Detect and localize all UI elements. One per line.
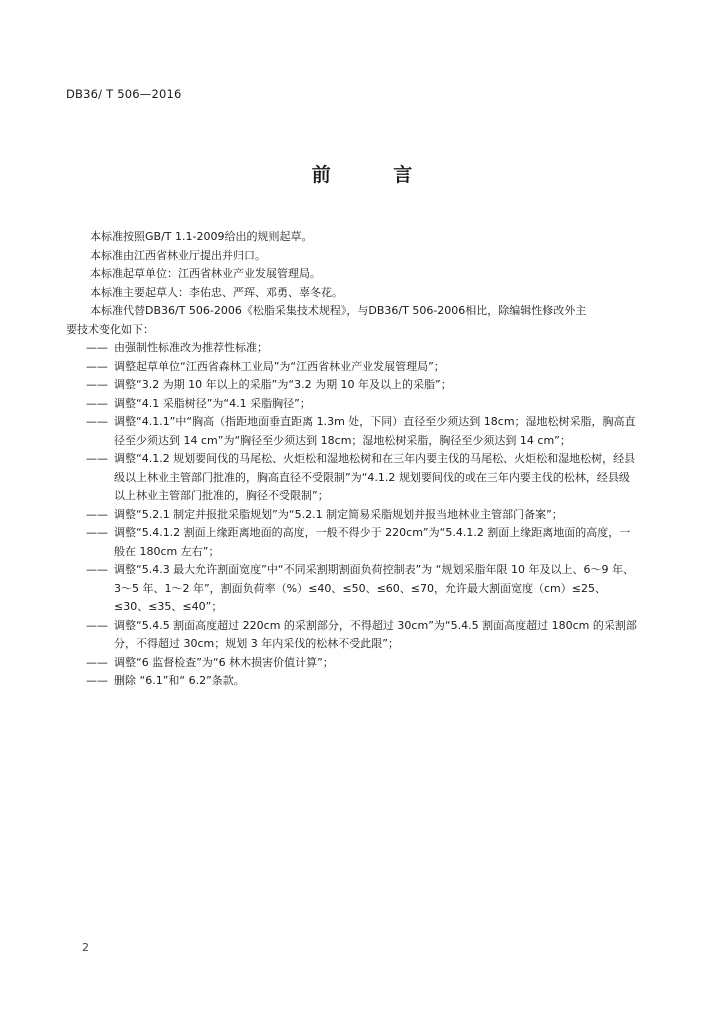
dash-marker: —— [86, 507, 108, 521]
change-item [86, 524, 640, 561]
change-item [86, 654, 640, 673]
change-item [86, 395, 640, 414]
change-text: 调整“5.2.1 制定并报批采脂规划”为“5.2.1 制定简易采脂规划并报当地林业主管部门备案”； [114, 507, 563, 521]
page-title: 前 言 [311, 164, 441, 186]
dash-marker: —— [86, 341, 108, 354]
change-item [86, 413, 640, 450]
dash-marker: —— [86, 674, 108, 687]
dash-marker: —— [86, 452, 108, 465]
dash-marker: —— [86, 415, 108, 428]
change-item [86, 617, 640, 654]
change-text: 调整起草单位“江西省森林工业局”为“江西省林业产业发展管理局”； [114, 359, 445, 373]
change-item [86, 561, 640, 617]
dash-marker: —— [86, 378, 108, 391]
intro-line-4: 本标准主要起草人：李佑忠、严珲、邓勇、辜冬花。 [90, 285, 343, 299]
document-code: DB36/ T 506—2016 [66, 87, 182, 101]
change-text: 删除 “6.1”和“ 6.2”条款。 [114, 674, 245, 687]
change-item [86, 506, 640, 525]
dash-marker: —— [86, 563, 108, 576]
change-text: 调整“6 监督检查”为“6 林木损害价值计算”； [114, 655, 334, 669]
dash-marker: —— [86, 359, 108, 373]
dash-marker: —— [86, 526, 108, 539]
intro-line-3: 本标准起草单位：江西省林业产业发展管理局。 [90, 267, 321, 280]
change-item [86, 339, 640, 358]
replace-statement-line-2: 要技术变化如下： [66, 322, 154, 336]
change-text: 由强制性标准改为推荐性标准； [114, 341, 268, 354]
change-text: 调整“5.4.1.2 割面上缘距离地面的高度，一般不得少于 220cm”为“5.4.1.2 割面上缘距离地面的高度，一般在 180cm 左右”； [114, 526, 631, 558]
change-text: 调整“4.1.1”中“胸高（指距地面垂直距离 1.3m 处，下同）直径至少须达到 18cm；湿地松树采脂，胸高直径至少须达到 14 cm”为“胸径至少须达到 18cm；湿地松树采脂，胸径至少须达到 14 cm”； [114, 415, 636, 447]
change-item [86, 672, 640, 691]
change-item [86, 358, 640, 377]
change-text: 调整“5.4.5 割面高度超过 220cm 的采割部分，不得超过 30cm”为“5.4.5 割面高度超过 180cm 的采割部分，不得超过 30cm；规划 3 年内采伐的松林不受此限”； [114, 618, 637, 650]
change-text: 调整“4.1 采脂树径”为“4.1 采脂胸径”； [114, 396, 311, 410]
change-text: 调整“3.2 为期 10 年以上的采脂”为“3.2 为期 10 年及以上的采脂”； [114, 378, 452, 391]
change-text: 调整“5.4.3 最大允许割面宽度”中“不同采割期割面负荷控制表”为 “规划采脂年限 10 年及以上、6～9 年、3～5 年、1～2 年”，割面负荷率（%）≤40、≤50、≤60、≤70，允许最大割面宽度（cm）≤25、≤30、≤35、≤40”； [114, 563, 634, 613]
page-number: 2 [82, 941, 89, 954]
dash-marker: —— [86, 618, 108, 632]
change-text: 调整“4.1.2 规划要间伐的马尾松、火炬松和湿地松树和在三年内要主伐的马尾松、火炬松和湿地松树，经县级以上林业主管部门批准的，胸高直径不受限制”为“4.1.2 规划要间伐的或在三年内要主伐的松林，经县级以上林业主管部门批准的，胸径不受限制”； [114, 452, 636, 502]
intro-line-1: 本标准按照GB/T 1.1-2009给出的规则起草。 [90, 230, 313, 243]
dash-marker: —— [86, 396, 108, 410]
replace-statement-line-1: 本标准代替DB36/T 506-2006《松脂采集技术规程》，与DB36/T 506-2006相比，除编辑性修改外主 [90, 304, 587, 317]
change-item [86, 450, 640, 506]
change-item [86, 376, 640, 395]
foreword-body [66, 228, 640, 691]
intro-line-2: 本标准由江西省林业厅提出并归口。 [90, 248, 266, 262]
dash-marker: —— [86, 655, 108, 669]
